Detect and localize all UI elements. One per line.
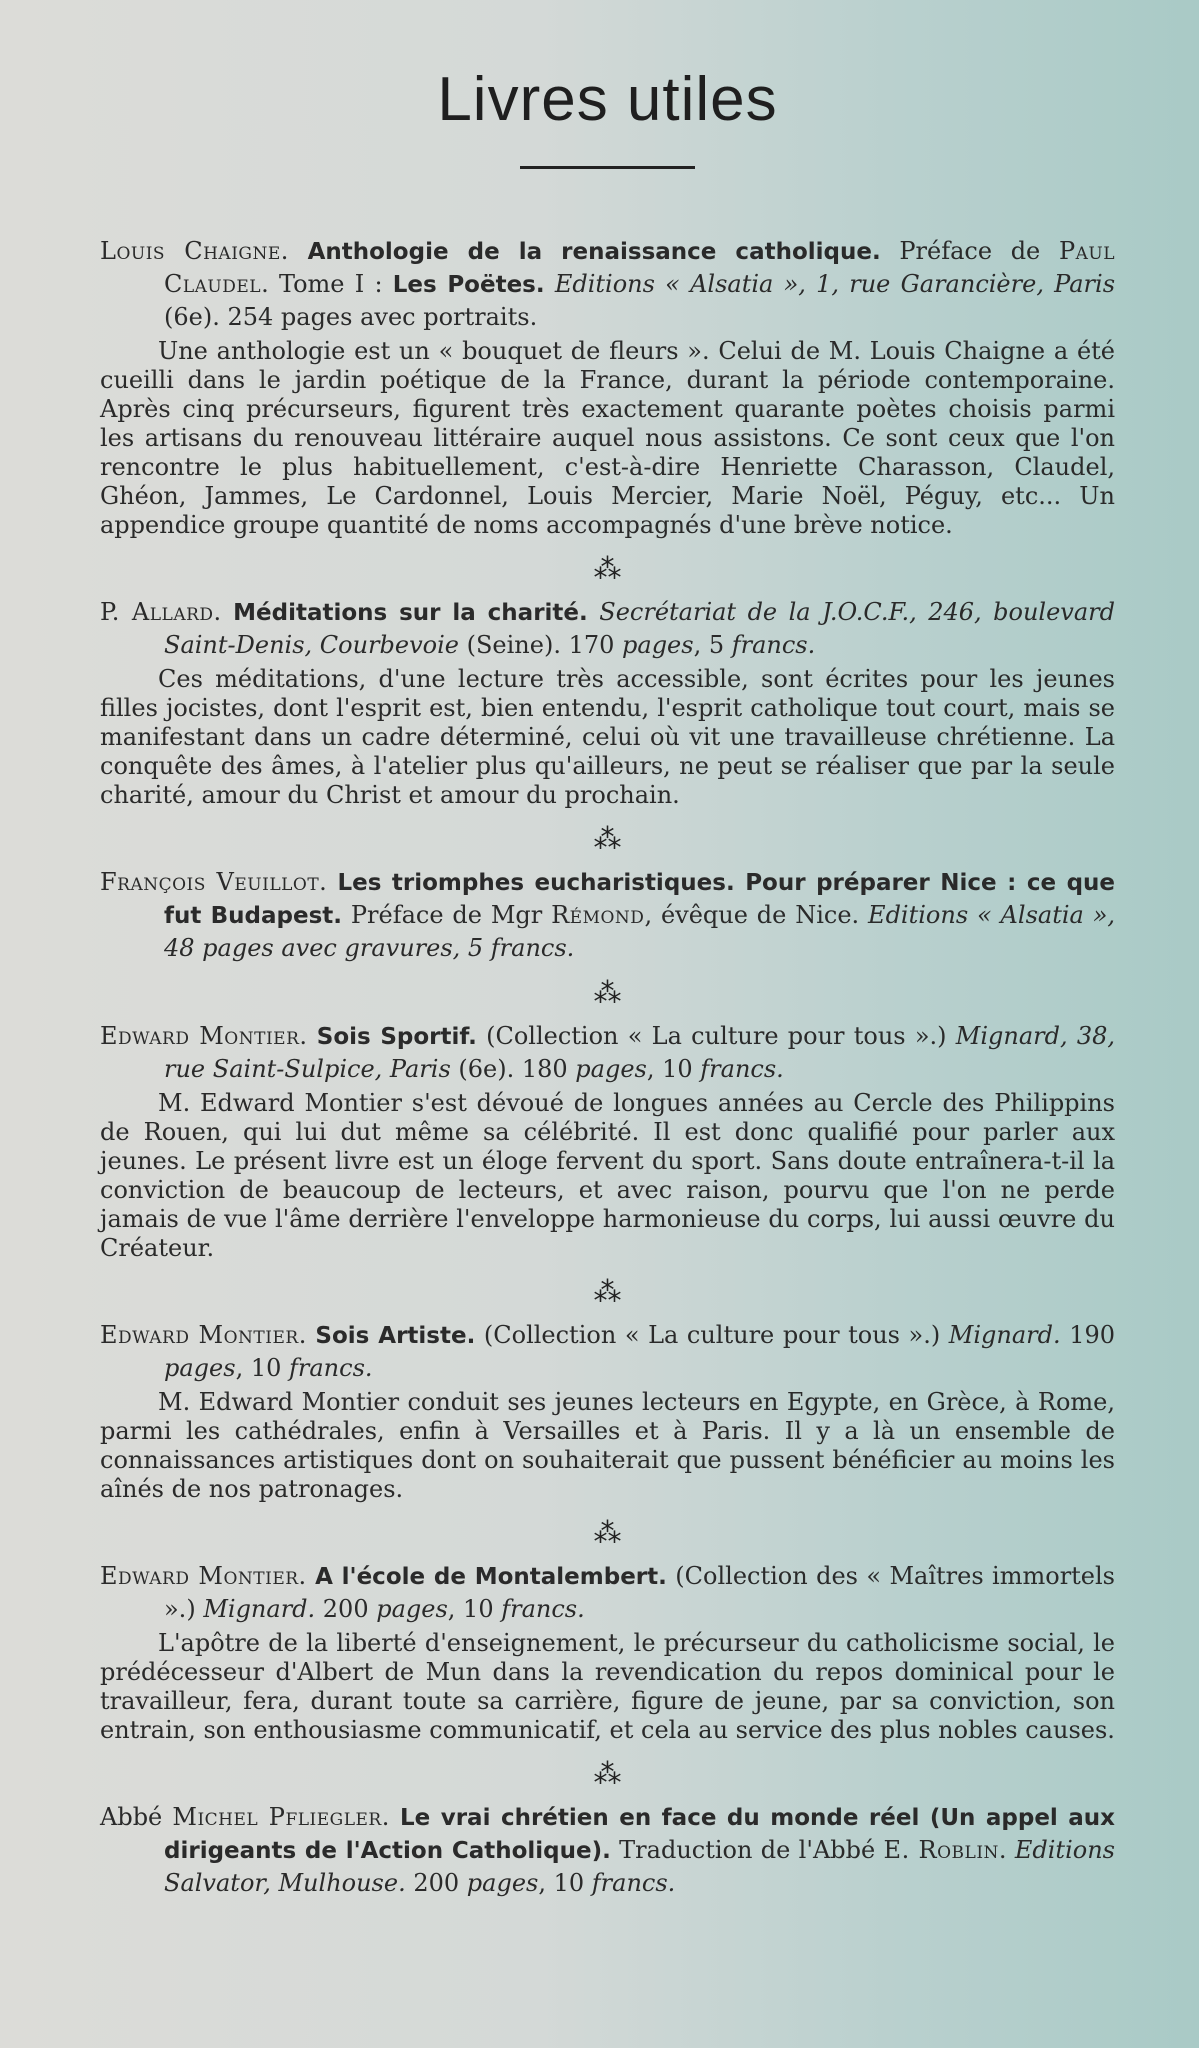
- entry-title: Anthologie de la renaissance catholique.: [307, 239, 881, 265]
- entry-publisher: Mignard, 38, rue Saint-Sulpice, Paris: [164, 1022, 1116, 1083]
- entry-details: 200: [405, 1869, 467, 1897]
- entry-currency: francs.: [289, 1354, 373, 1382]
- book-entry: [100, 1319, 1115, 1504]
- page-title: Livres utiles: [437, 65, 778, 134]
- entry-tome: . Tome I :: [261, 270, 393, 298]
- entry-translation-label: Traduction de l'Abbé: [610, 1836, 884, 1864]
- entry-currency: francs.: [591, 1869, 676, 1897]
- entry-publisher: Mignard.: [948, 1321, 1061, 1349]
- entry-description: M. Edward Montier conduit ses jeunes lecteurs en Egypte, en Grèce, à Rome, parmi les cathédrales, enfin à Versailles et à Paris. Il y a là un ensemble de connaissances artistiques dont on souhaiterait que pussent bénéficier au moins les aînés de nos patronages.: [100, 1388, 1115, 1503]
- book-entry: [100, 235, 1115, 540]
- entry-price: , 10: [235, 1354, 289, 1382]
- entry-details: (Seine). 170: [458, 631, 623, 659]
- book-entry: [100, 1801, 1115, 1899]
- entry-price: , 5: [693, 631, 732, 659]
- ornament-divider: ⁂: [593, 1275, 622, 1308]
- entry-subtitle: Les Poëtes.: [392, 272, 545, 298]
- entry-author: P. Allard.: [100, 598, 222, 626]
- entry-preface-label: Préface de Mgr: [342, 901, 552, 929]
- entry-currency: francs.: [700, 1055, 784, 1083]
- entry-heading: [100, 866, 1115, 964]
- book-entry: [100, 1560, 1115, 1745]
- entry-heading: [100, 1020, 1115, 1085]
- entry-translator: E. Roblin: [883, 1836, 999, 1864]
- entry-price: , 10: [646, 1055, 701, 1083]
- book-entry: [100, 596, 1115, 810]
- entry-title: A l'école de Montalembert.: [315, 1564, 667, 1590]
- entry-currency: francs.: [501, 1595, 585, 1623]
- entry-price: , 10: [538, 1869, 592, 1897]
- entry-pages: pages: [376, 1595, 448, 1623]
- entry-author: Edward Montier.: [100, 1321, 307, 1349]
- ornament-divider: ⁂: [593, 552, 622, 585]
- entry-details: (6e). 180: [450, 1055, 576, 1083]
- entry-details: 190: [1060, 1321, 1116, 1349]
- entry-heading: [100, 1801, 1115, 1899]
- entry-description: Une anthologie est un « bouquet de fleurs ». Celui de M. Louis Chaigne a été cueilli dans le jardin poétique de la France, durant la période contemporaine. Après cinq précurseurs, figurent très exactement quarante poètes choisis parmi les artisans du renouveau littéraire auquel nous assistons. Ce sont ceux que l'on rencontre le plus habituellement, c'est-à-dire Henriette Charasson, Claudel, Ghéon, Jammes, Le Cardonnel, Louis Mercier, Marie Noël, Péguy, etc... Un appendice groupe quantité de noms accompagnés d'une brève notice.: [100, 337, 1115, 539]
- ornament-divider: ⁂: [593, 1757, 622, 1790]
- entry-price: , 10: [447, 1595, 502, 1623]
- entry-author: Louis Chaigne.: [100, 237, 289, 265]
- book-entry: [100, 1020, 1115, 1263]
- entry-separator: .: [998, 1836, 1015, 1864]
- entry-publisher: Mignard.: [203, 1595, 316, 1623]
- entry-author: Edward Montier.: [100, 1022, 308, 1050]
- ornament-divider: ⁂: [593, 1516, 622, 1549]
- entry-details: (6e). 254 pages avec portraits.: [164, 303, 538, 331]
- entry-title: Sois Sportif.: [316, 1024, 477, 1050]
- entry-author: Michel Pfliegler.: [172, 1803, 390, 1831]
- book-entry: [100, 866, 1115, 964]
- entry-author: François Veuillot.: [100, 868, 328, 896]
- entry-prefacer: Rémond: [551, 901, 645, 929]
- entry-publisher: Editions « Alsatia », 1, rue Garancière, Paris: [544, 270, 1116, 298]
- entry-publisher: Secrétariat de la J.O.C.F., 246, boulevard Saint-Denis, Courbevoie: [164, 598, 1115, 659]
- title-divider: [520, 166, 695, 169]
- entry-title: Méditations sur la charité.: [233, 600, 588, 626]
- entry-pages: pages: [164, 1354, 236, 1382]
- entry-preface-label: Préface de: [880, 237, 1059, 265]
- entry-heading: [100, 235, 1115, 333]
- ornament-divider: ⁂: [593, 976, 622, 1009]
- entry-title: Les triomphes eucharistiques. Pour préparer Nice : ce que fut Budapest.: [164, 870, 1116, 929]
- entry-location: , évêque de Nice.: [644, 901, 869, 929]
- entry-description: Ces méditations, d'une lecture très accessible, sont écrites pour les jeunes filles jocistes, dont l'esprit est, bien entendu, l'esprit catholique tout court, mais se manifestant dans un cadre déterminé, celui où vit une travailleuse chrétienne. La conquête des âmes, à l'atelier plus qu'ailleurs, ne peut se réaliser que par la seule charité, amour du Christ et amour du prochain.: [100, 665, 1115, 809]
- entry-collection: (Collection « La culture pour tous ».): [475, 1321, 949, 1349]
- entry-publisher: Editions « Alsatia », 48 pages avec gravures, 5 francs.: [164, 901, 1116, 962]
- entry-pages: pages: [575, 1055, 647, 1083]
- entry-title: Le vrai chrétien en face du monde réel (Un appel aux dirigeants de l'Action Catholique).: [164, 1805, 1116, 1864]
- entry-details: 200: [315, 1595, 377, 1623]
- page: [100, 60, 1115, 1899]
- entry-author: Edward Montier.: [100, 1562, 307, 1590]
- entry-collection: (Collection « La culture pour tous ».): [476, 1022, 956, 1050]
- entry-currency: francs.: [731, 631, 816, 659]
- entry-description: L'apôtre de la liberté d'enseignement, le précurseur du catholicisme social, le prédécesseur d'Albert de Mun dans la revendication du repos dominical pour le travailleur, fera, durant toute sa carrière, figure de jeune, par sa conviction, son entrain, son enthousiasme communicatif, et cela au service des plus nobles causes.: [100, 1629, 1115, 1744]
- entry-author-prefix: Abbé: [100, 1803, 173, 1831]
- entry-title: Sois Artiste.: [315, 1323, 476, 1349]
- entry-prefacer: Paul Claudel: [164, 237, 1115, 298]
- entry-heading: [100, 1560, 1115, 1625]
- entry-pages: pages: [622, 631, 694, 659]
- ornament-divider: ⁂: [593, 822, 622, 855]
- entry-heading: [100, 596, 1115, 661]
- entry-pages: pages: [466, 1869, 539, 1897]
- entry-publisher: Editions Salvator, Mulhouse.: [164, 1836, 1115, 1897]
- entry-collection: (Collection des « Maîtres immortels ».): [164, 1562, 1115, 1623]
- entry-heading: [100, 1319, 1115, 1384]
- entry-description: M. Edward Montier s'est dévoué de longues années au Cercle des Philippins de Rouen, qui lui dut même sa célébrité. Il est donc qualifié pour parler aux jeunes. Le présent livre est un éloge fervent du sport. Sans doute entraînera-t-il la conviction de beaucoup de lecteurs, et avec raison, pourvu que l'on ne perde jamais de vue l'âme derrière l'enveloppe harmonieuse du corps, lui aussi œuvre du Créateur.: [100, 1089, 1115, 1262]
